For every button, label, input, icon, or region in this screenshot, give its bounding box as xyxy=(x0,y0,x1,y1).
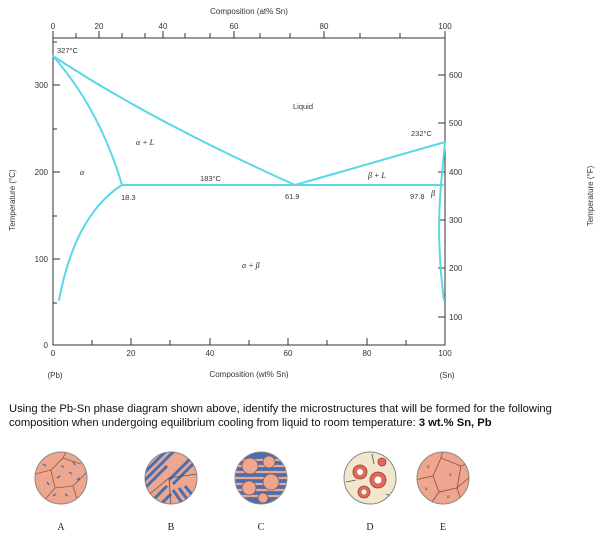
top-tick-80: 80 xyxy=(319,22,329,31)
option-e[interactable] xyxy=(413,450,473,533)
microstructure-a-icon xyxy=(33,450,89,506)
beta-region-label: β xyxy=(431,189,435,198)
microstructure-c-icon xyxy=(233,450,289,506)
option-e-label: E xyxy=(439,522,447,533)
beta-liquid-region-label: β + L xyxy=(368,171,386,180)
question-composition: 3 wt.% Sn, Pb xyxy=(418,417,492,429)
option-a-label: A xyxy=(57,522,65,533)
sn-melting-point-label: 232°C xyxy=(411,129,432,138)
alpha-beta-region-label: α + β xyxy=(242,261,260,270)
eutectic-composition-label: 61.9 xyxy=(285,192,300,201)
right-tick-300: 300 xyxy=(449,216,463,225)
bottom-tick-20: 20 xyxy=(126,349,136,358)
bottom-axis-ticks xyxy=(53,338,445,345)
top-tick-100: 100 xyxy=(438,22,452,31)
svg-text:α: α xyxy=(447,495,450,500)
liquid-region-label: Liquid xyxy=(293,102,314,111)
top-tick-60: 60 xyxy=(229,22,239,31)
option-b[interactable] xyxy=(141,450,201,533)
option-c[interactable] xyxy=(231,450,291,533)
microstructure-e-icon xyxy=(415,450,471,506)
beta-max-solubility-label: 97.8 xyxy=(410,192,425,201)
solvus-alpha-line xyxy=(59,185,122,300)
right-tick-100: 100 xyxy=(449,313,463,322)
question-text xyxy=(9,402,605,430)
top-axis-title: Composition (at% Sn) xyxy=(210,7,288,16)
bottom-tick-40: 40 xyxy=(205,349,215,358)
right-tick-500: 500 xyxy=(449,119,463,128)
right-axis-title: Temperature (°F) xyxy=(586,165,595,227)
top-tick-20: 20 xyxy=(94,22,104,31)
bottom-tick-100: 100 xyxy=(438,349,452,358)
bottom-tick-60: 60 xyxy=(283,349,293,358)
top-axis-ticks xyxy=(53,31,445,38)
microstructure-b-icon xyxy=(143,450,199,506)
svg-text:α: α xyxy=(425,487,428,492)
solidus-alpha-line xyxy=(53,56,122,185)
question-body: Using the Pb-Sn phase diagram shown above, identify the microstructures that will be formed for the following composition when undergoing equilibrium cooling from liquid to room temperature: xyxy=(9,403,552,429)
solidus-beta-line xyxy=(441,142,445,185)
left-tick-200: 200 xyxy=(34,168,48,177)
option-d[interactable] xyxy=(340,450,400,533)
solvus-beta-line xyxy=(439,185,444,300)
option-b-label: B xyxy=(167,522,175,533)
bottom-axis-title: Composition (wt% Sn) xyxy=(209,370,289,379)
right-tick-400: 400 xyxy=(449,168,463,177)
bottom-tick-0: 0 xyxy=(50,349,56,358)
sn-label: (Sn) xyxy=(439,371,455,380)
eutectic-temp-label: 183°C xyxy=(200,174,221,183)
bottom-tick-80: 80 xyxy=(362,349,372,358)
microstructure-d-icon xyxy=(342,450,398,506)
left-tick-300: 300 xyxy=(34,81,48,90)
left-axis-title: Temperature (°C) xyxy=(8,169,17,231)
option-d-label: D xyxy=(366,522,374,533)
top-tick-0: 0 xyxy=(50,22,56,31)
pb-label: (Pb) xyxy=(47,371,63,380)
top-tick-40: 40 xyxy=(158,22,168,31)
svg-text:α: α xyxy=(449,473,452,478)
alpha-max-solubility-label: 18.3 xyxy=(121,193,136,202)
right-tick-200: 200 xyxy=(449,264,463,273)
answer-options xyxy=(0,450,612,541)
alpha-region-label: α xyxy=(80,168,85,177)
liquidus-alpha-line xyxy=(53,56,295,185)
alpha-liquid-region-label: α + L xyxy=(136,138,155,147)
option-a[interactable] xyxy=(31,450,91,533)
right-tick-600: 600 xyxy=(449,71,463,80)
left-tick-100: 100 xyxy=(34,255,48,264)
pb-melting-point-label: 327°C xyxy=(57,46,78,55)
left-tick-0: 0 xyxy=(43,341,48,350)
svg-text:α: α xyxy=(427,465,430,470)
option-c-label: C xyxy=(257,522,265,533)
